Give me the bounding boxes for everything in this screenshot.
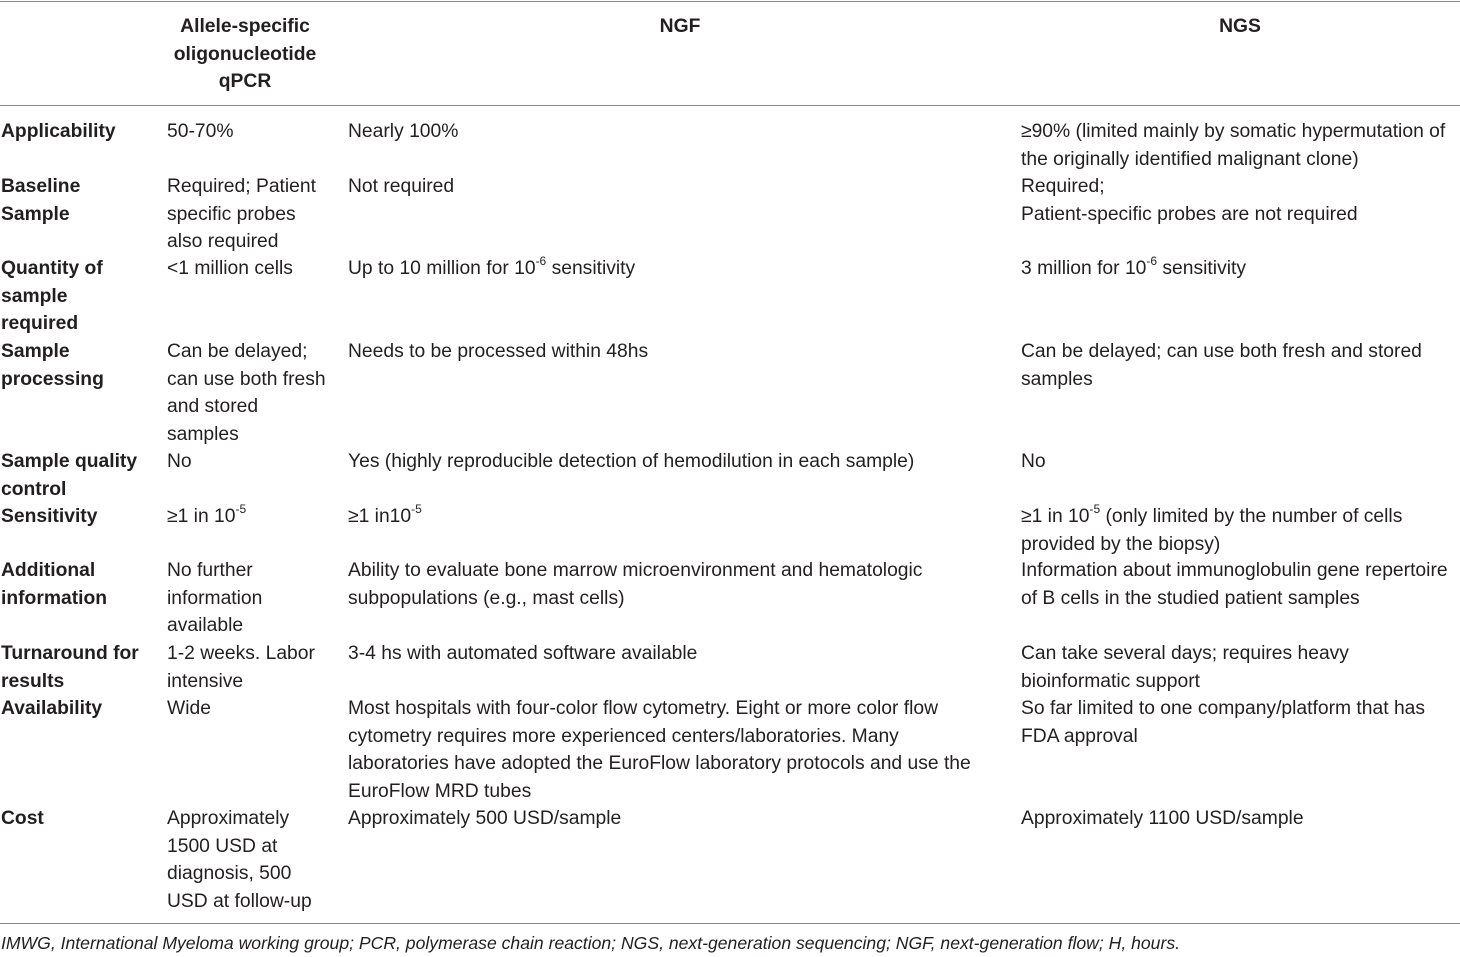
cell-quantity-ngs: 3 million for $10^{-6}$ sensitivity [1021,253,1246,279]
cell-sensitivity-ngf: ≥1 $in10^{-5}$ [348,501,422,527]
row-label-quantity: Quantity of sample required [1,258,103,334]
row-label-applicability: Applicability [1,121,116,142]
cell-turnaround-ngf: 3-4 hs with automated software available [348,643,698,664]
table-footnote: IMWG, International Myeloma working group; PCR, polymerase chain reaction; NGS, next-generation sequencing; NGF, next-generation flow; H, hours. [1,933,1181,953]
cell-turnaround-ngs: Can take several days; requires heavy bioinformatic support [1021,643,1349,692]
cell-cost-aso: Approximately 1500 USD at diagnosis, 500 USD at follow-up [167,808,312,912]
row-label-cost: Cost [1,808,44,829]
row-label-additional-information: Additional information [1,560,108,609]
cell-additional-ngs: Information about immunoglobulin gene repertoire of B cells in the studied patient samples [1021,560,1448,609]
cell-quantity-aso: <1 million cells [167,258,293,279]
cell-additional-ngf: Ability to evaluate bone marrow microenvironment and hematologic subpopulations (e.g., mast cells) [348,560,923,609]
table-bottom-rule [0,923,1460,924]
table-top-rule [0,1,1460,2]
cell-applicability-ngf: Nearly 100% [348,121,459,142]
header-ngf: NGF [659,16,701,37]
cell-availability-aso: Wide [167,698,211,719]
row-label-sample-processing: Sample processing [1,341,104,390]
row-label-baseline-sample: Baseline Sample [1,176,81,225]
cell-processing-ngs: Can be delayed; can use both fresh and stored samples [1021,341,1422,390]
cell-quality-ngs: No [1021,451,1046,472]
cell-processing-aso: Can be delayed; can use both fresh and stored samples [167,341,326,445]
row-label-availability: Availability [1,698,103,719]
cell-processing-ngf: Needs to be processed within 48hs [348,341,649,362]
row-label-sensitivity: Sensitivity [1,506,98,527]
cell-applicability-ngs: ≥90% (limited mainly by somatic hypermutation of the originally identified malignant clone) [1021,121,1446,170]
cell-availability-ngs: So far limited to one company/platform that has FDA approval [1021,698,1426,747]
cell-quality-ngf: Yes (highly reproducible detection of hemodilution in each sample) [348,451,915,472]
cell-turnaround-aso: 1-2 weeks. Labor intensive [167,643,315,692]
cell-sensitivity-ngs: ≥1 in $10^{-5}$ (only limited by the number of cells provided by the biopsy) [1021,501,1403,555]
cell-cost-ngf: Approximately 500 USD/sample [348,808,622,829]
cell-sensitivity-aso: ≥1 in $10^{-5}$ [167,501,247,527]
cell-quality-aso: No [167,451,192,472]
table-header-rule [0,105,1460,106]
cell-baseline-aso: Required; Patient specific probes also required [167,176,316,252]
cell-availability-ngf: Most hospitals with four-color flow cytometry. Eight or more color flow cytometry requires more experienced centers/laboratories. Many laboratories have adopted the EuroFlow laboratory protocols and use the EuroFlow MRD tubes [348,698,971,802]
cell-cost-ngs: Approximately 1100 USD/sample [1021,808,1304,829]
row-label-turnaround: Turnaround for results [1,643,139,692]
row-label-quality-control: Sample quality control [1,451,138,500]
cell-additional-aso: No further information available [167,560,263,636]
cell-quantity-ngf: Up to 10 million for $10^{-6}$ sensitivity [348,253,636,279]
cell-applicability-aso: 50-70% [167,121,234,142]
header-ngs: NGS [1219,16,1261,37]
cell-baseline-ngs: Required; Patient-specific probes are not required [1021,176,1358,225]
header-aso-qpcr: Allele-specific oligonucleotide qPCR [173,16,317,92]
cell-baseline-ngf: Not required [348,176,455,197]
